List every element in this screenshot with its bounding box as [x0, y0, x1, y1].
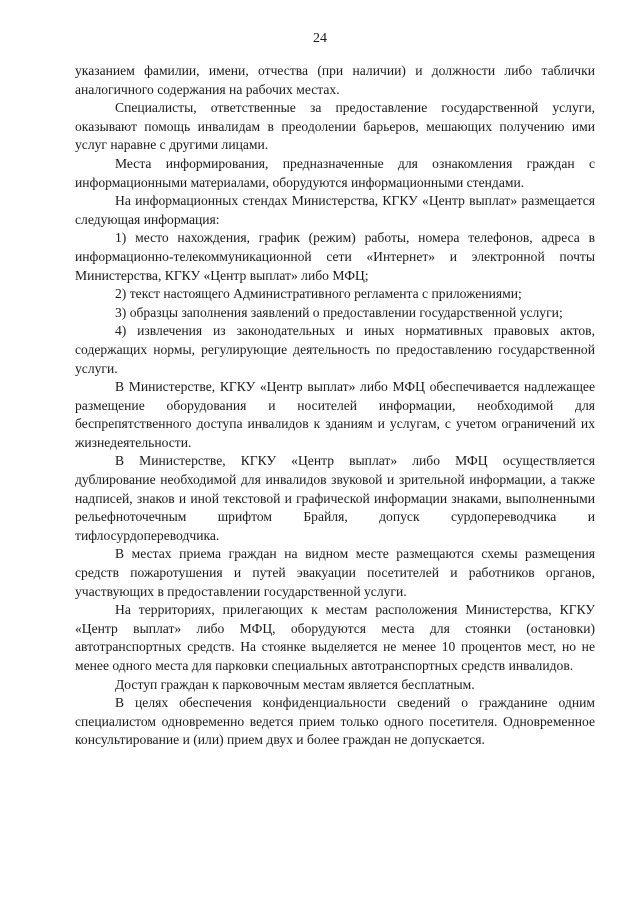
list-item-4: 4) извлечения из законодательных и иных нормативных правовых актов, содержащих нормы, регулирующие деятельность по предоставлению государственной услуги.: [75, 323, 595, 376]
paragraph-evacuation-schemes: В местах приема граждан на видном месте размещаются схемы размещения средств пожаротушения и путей эвакуации посетителей и работников органов, участвующих в предоставлении государственной услуги.: [75, 546, 595, 599]
paragraph-confidentiality: В целях обеспечения конфиденциальности сведений о гражданине одним специалистом одновременно ведется прием только одного посетителя. Одновременное консультирование и (или) прием двух и более граждан не допускается.: [75, 695, 595, 748]
document-body: [75, 62, 595, 750]
paragraph-parking-free: Доступ граждан к парковочным местам является бесплатным.: [115, 676, 475, 692]
paragraph-equipment-placement: В Министерстве, КГКУ «Центр выплат» либо МФЦ обеспечивается надлежащее размещение оборудования и носителей информации, необходимой для беспрепятственного доступа инвалидов к зданиям и услугам, с учетом ограничений их жизнедеятельности.: [75, 379, 595, 450]
paragraph-parking: На территориях, прилегающих к местам расположения Министерства, КГКУ «Центр выплат» либо МФЦ, оборудуются места для стоянки (остановки) автотранспортных средств. На стоянке выделяется не менее 10 процентов мест, но не менее одного места для парковки специальных автотранспортных средств инвалидов.: [75, 602, 595, 673]
list-item-2: 2) текст настоящего Административного регламента с приложениями;: [115, 286, 522, 302]
page-number: 24: [313, 31, 327, 46]
paragraph-specialists-assistance: Специалисты, ответственные за предоставление государственной услуги, оказывают помощь инвалидам в преодолении барьеров, мешающих получению ими услуг наравне с другими лицами.: [75, 100, 595, 153]
paragraph-information-places: Места информирования, предназначенные для ознакомления граждан с информационными материалами, оборудуются информационными стендами.: [75, 155, 595, 190]
list-item-3: 3) образцы заполнения заявлений о предоставлении государственной услуги;: [115, 304, 563, 320]
paragraph-information-duplication: В Министерстве, КГКУ «Центр выплат» либо МФЦ осуществляется дублирование необходимой для инвалидов звуковой и зрительной информации, а также надписей, знаков и иной текстовой и графической информации знаками, выполненными рельефноточечным шрифтом Брайля, допуск сурдопереводчика и тифлосурдопереводчика.: [75, 453, 595, 543]
paragraph-stands-intro: На информационных стендах Министерства, КГКУ «Центр выплат» размещается следующая информация:: [75, 193, 595, 227]
paragraph-continuation: указанием фамилии, имени, отчества (при наличии) и должности либо таблички аналогичного содержания на рабочих местах.: [75, 63, 595, 97]
list-item-1: 1) место нахождения, график (режим) работы, номера телефонов, адреса в информационно-телекоммуникационной сети «Интернет» и электронной почты Министерства, КГКУ «Центр выплат» либо МФЦ;: [75, 230, 595, 283]
